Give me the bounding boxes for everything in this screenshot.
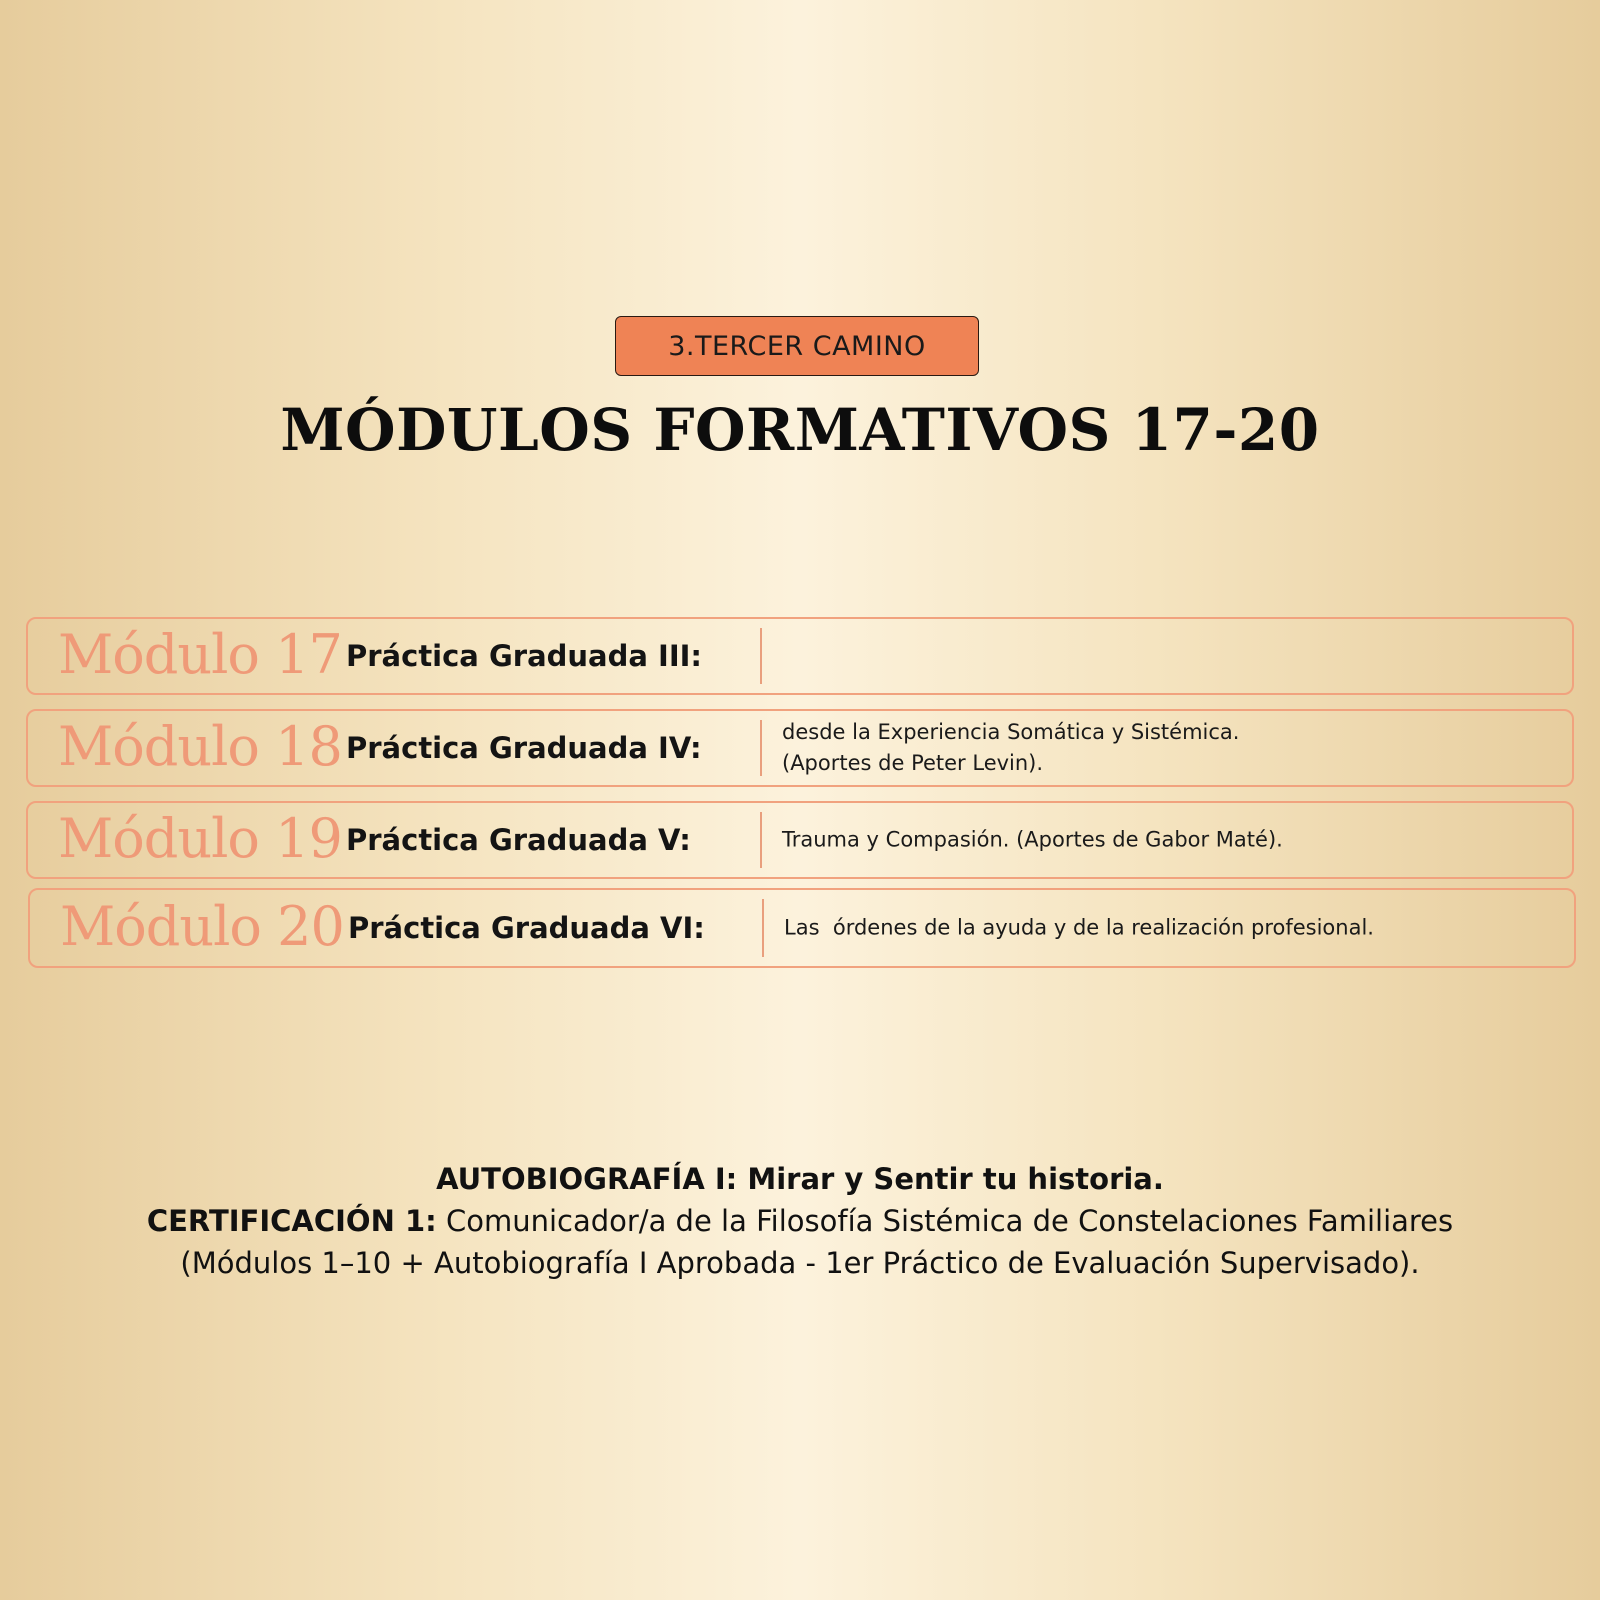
module-description [782,717,1239,779]
module-divider [762,899,764,957]
page-title: MÓDULOS FORMATIVOS 17-20 [280,396,1320,464]
module-description [784,851,1374,1006]
certification-label: CERTIFICACIÓN 1: [146,1204,437,1238]
module-row-20 [28,888,1576,968]
requirements-line: (Módulos 1–10 + Autobiografía I Aprobada - 1er Práctico de Evaluación Supervisado). [180,1246,1420,1280]
module-title: Práctica Graduada IV: [346,731,702,765]
module-title: Práctica Graduada III: [346,639,703,673]
module-description-line: (Aportes de Peter Levin). [782,751,1044,775]
certification-footer [0,1158,1600,1284]
module-number-label: Módulo 18 [58,715,342,779]
certification-line [0,1200,1600,1242]
module-divider [760,812,762,868]
autobiography-text: AUTOBIOGRAFÍA I: Mirar y Sentir tu historia. [436,1162,1164,1196]
module-description-line: desde la Experiencia Somática y Sistémica. [782,720,1240,744]
section-badge: 3.TERCER CAMINO [615,316,979,376]
module-divider [760,628,762,684]
module-row-17 [26,617,1574,695]
module-number-label: Módulo 17 [58,623,342,687]
module-number-label: Módulo 19 [58,807,342,871]
module-title: Práctica Graduada V: [346,823,691,857]
module-title: Práctica Graduada VI: [348,911,705,945]
module-description-line: Trauma y Compasión. (Aportes de Gabor Maté). [782,827,1283,852]
certification-text: Comunicador/a de la Filosofía Sistémica de Constelaciones Familiares [436,1204,1454,1238]
module-description-line: Las órdenes de la ayuda y de la realización profesional. [784,915,1374,940]
module-row-18 [26,709,1574,787]
module-divider [760,720,762,776]
autobiography-line [0,1158,1600,1200]
module-number-label: Módulo 20 [60,895,344,959]
